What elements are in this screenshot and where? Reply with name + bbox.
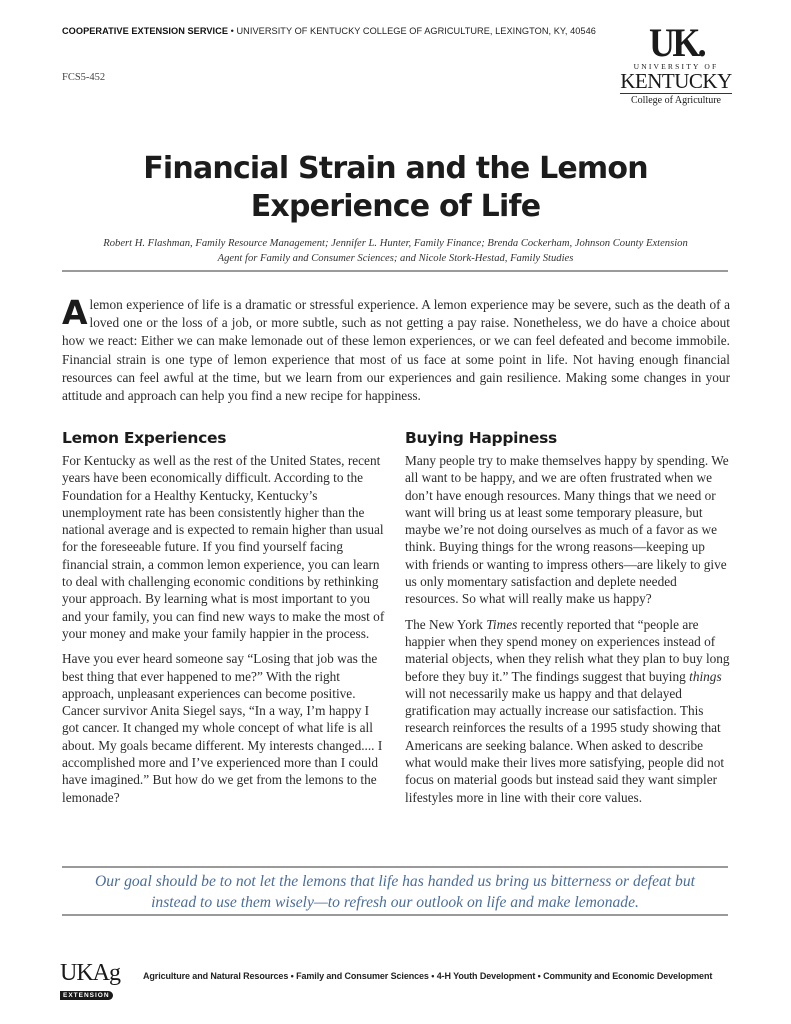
paragraph: Many people try to make themselves happy by spending. We all want to be happy, and we are often frustrated when we don’t have enough resources. Many things that we need or want will bring us at least some temporary pleasure, but maybe we’re not doing ourselves as much of a favor as we think. Buying things for the wrong reasons—keeping up with friends or wanting to impress others—are likely to give us only momentary satisfaction and deplete needed resources. So what will really make us happy? xyxy=(405,453,729,607)
ukag-logo-extension: EXTENSION xyxy=(60,991,113,1000)
document-id: FCS5-452 xyxy=(62,72,106,83)
pull-quote-line-2: instead to use them wisely—to refresh our outlook on life and make lemonade. xyxy=(151,893,639,911)
section-heading: Buying Happiness xyxy=(405,429,557,447)
ukag-extension-logo xyxy=(60,962,132,998)
section-heading: Lemon Experiences xyxy=(62,429,227,447)
quote-rule-top xyxy=(62,866,728,868)
paragraph xyxy=(405,616,731,806)
author-byline xyxy=(60,236,731,266)
intro-paragraph xyxy=(62,293,730,405)
ukag-logo-mark: UKAg xyxy=(60,960,120,986)
title-line-1: Financial Strain and the Lemon xyxy=(143,151,648,186)
intro-text: lemon experience of life is a dramatic or stressful experience. A lemon experience may be severe, such as the death of a loved one or the loss of a job, or more subtle, such as not getting a pay raise. Nonetheless, we do have a choice about how we react: Either we can make lemonade out of these lemon experiences, or we can feel defeated and become immobile. Financial strain is one type of lemon experience that most of us face at some point in life. Not having enough financial resources can feel awful at the time, but we learn from our experiences and gain resilience. Making some changes in your attitude and approach can help you find a new recipe for happiness. xyxy=(62,297,730,404)
italic-times: Times xyxy=(486,616,518,632)
header-org-bold: COOPERATIVE EXTENSION SERVICE xyxy=(62,26,229,36)
text-run: recently reported that “people are happier when they spend money on experiences instead of material objects, when they relish what they plan to buy long before they buy it.” The findings suggest that buying xyxy=(405,616,730,684)
uk-logo-kentucky: KENTUCKY xyxy=(620,69,732,93)
uk-logo xyxy=(612,20,740,108)
quote-rule-bottom xyxy=(62,914,728,916)
italic-things: things xyxy=(689,668,722,684)
section-buying-happiness xyxy=(405,428,731,814)
uk-logo-mark: UK. xyxy=(648,20,704,65)
pull-quote-line-1: Our goal should be to not let the lemons that life has handed us bring us bitterness or defeat but xyxy=(95,873,695,890)
text-run: will not necessarily make us happy and that delayed gratification may actually increase our satisfaction. This research reinforces the results of a 1995 study showing that Americans are seeking balance. When asked to describe what would make their lives more satisfying, people did not focus on material goods but instead said they want simpler lifestyles more in line with their core values. xyxy=(405,685,725,805)
divider-rule xyxy=(62,270,728,272)
page-title xyxy=(60,150,731,226)
section-lemon-experiences xyxy=(62,428,388,814)
header-org-address: UNIVERSITY OF KENTUCKY COLLEGE OF AGRICULTURE, LEXINGTON, KY, 40546 xyxy=(236,26,596,36)
paragraph: For Kentucky as well as the rest of the United States, recent years have been economically difficult. According to the Foundation for a Healthy Kentucky, Kentucky’s unemployment rate has been consistently higher than the national average and is expected to remain higher than usual for the foreseeable future. If you find yourself facing financial strain, a common lemon experience, you can learn to deal with challenging economic conditions by rethinking your approach. By learning what is most important to you and your family, you can find new ways to make the most of your money and make your family happier in the process. xyxy=(62,453,385,641)
uk-logo-college: College of Agriculture xyxy=(631,95,721,106)
extension-header xyxy=(62,26,596,36)
pull-quote xyxy=(62,872,728,913)
uk-logo-university-of: UNIVERSITY OF xyxy=(633,62,719,71)
text-run: The New York xyxy=(405,616,487,632)
paragraph: Have you ever heard someone say “Losing that job was the best thing that ever happened to me?” With the right approach, unpleasant experiences can become positive. Cancer survivor Anita Siegel says, “In a way, I’m happy I got cancer. It changed my whole concept of what life is all about. My goals became different. My interests changed.... I accomplished more and I’ve experienced more than I could have imagined.” But how do we get from the lemons to the lemonade? xyxy=(62,651,383,805)
authors-line-2: Agent for Family and Consumer Sciences; and Nicole Stork-Hestad, Family Studies xyxy=(217,253,574,264)
title-line-2: Experience of Life xyxy=(250,189,541,224)
header-separator: • xyxy=(228,26,237,36)
drop-cap: A xyxy=(62,293,88,332)
footer-programs: Agriculture and Natural Resources • Family and Consumer Sciences • 4-H Youth Development • Community and Economic Development xyxy=(143,971,713,981)
authors-line-1: Robert H. Flashman, Family Resource Management; Jennifer L. Hunter, Family Finance; Brenda Cockerham, Johnson County Extension xyxy=(103,238,688,249)
